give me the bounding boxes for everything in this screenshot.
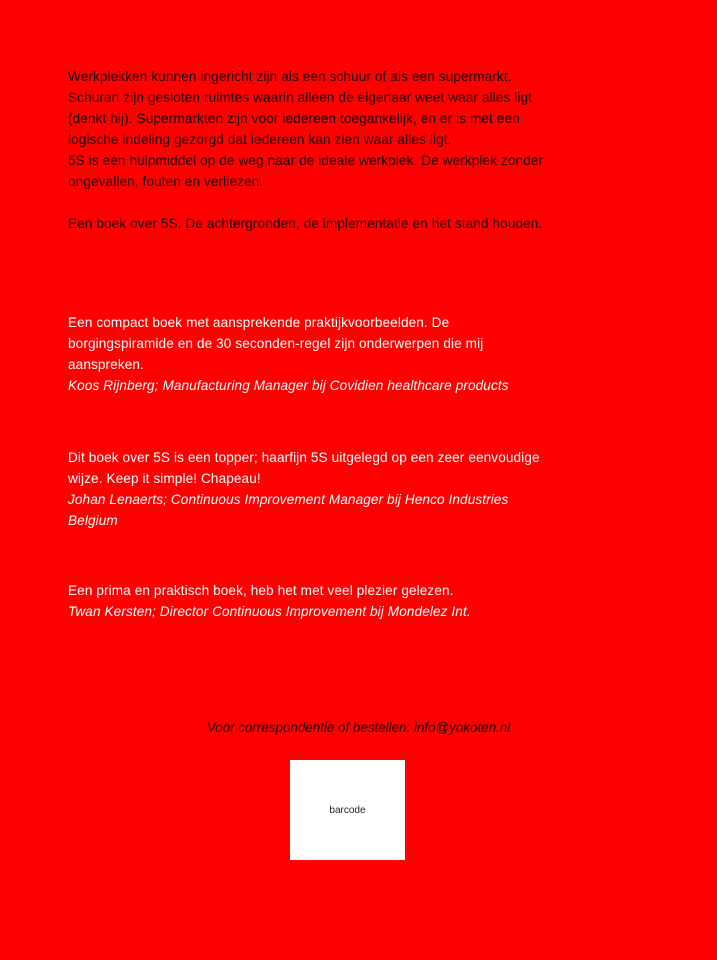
testimonial-line: wijze. Keep it simple! Chapeau! (68, 471, 261, 486)
contact-line: Voor correspondentie of bestellen: info@yokoten.nl (206, 720, 511, 735)
testimonial-attribution: Johan Lenaerts; Continuous Improvement Manager bij Henco Industries (68, 492, 509, 507)
testimonial-attribution: Koos Rijnberg; Manufacturing Manager bij Covidien healthcare products (68, 378, 509, 393)
intro-line: (denkt hij). Supermarkten zijn voor iedereen toegankelijk, en er is met een (68, 111, 520, 126)
testimonial-line: Dit boek over 5S is een topper; haarfijn 5S uitgelegd op een zeer eenvoudige (68, 450, 540, 465)
barcode-placeholder (290, 760, 405, 860)
testimonial-line: aanspreken. (68, 357, 144, 372)
testimonial-attribution: Twan Kersten; Director Continuous Improvement bij Mondelez Int. (68, 604, 471, 619)
testimonial-line: Een compact boek met aansprekende praktijkvoorbeelden. De (68, 315, 450, 330)
testimonial-2 (68, 447, 668, 531)
intro-line: Werkplekken kunnen ingericht zijn als een schuur of als een supermarkt. (68, 69, 512, 84)
intro-line: 5S is een hulpmiddel op de weg naar de ideale werkplek. De werkplek zonder (68, 153, 544, 168)
intro-line: Schuren zijn gesloten ruimtes waarin alleen de eigenaar weet waar alles ligt (68, 90, 532, 105)
intro-line: logische indeling gezorgd dat iedereen kan zien waar alles ligt. (68, 132, 452, 147)
barcode-label: barcode (329, 804, 366, 816)
intro-text (68, 66, 668, 234)
intro-line: ongevallen, fouten en verliezen. (68, 174, 264, 189)
testimonial-1 (68, 312, 668, 396)
testimonial-attribution: Belgium (68, 513, 118, 528)
testimonial-3 (68, 580, 668, 622)
testimonial-line: Een prima en praktisch boek, heb het met veel plezier gelezen. (68, 583, 454, 598)
testimonial-line: borgingspiramide en de 30 seconden-regel zijn onderwerpen die mij (68, 336, 484, 351)
intro-summary: Een boek over 5S. De achtergronden, de implementatie en het stand houden. (68, 216, 543, 231)
